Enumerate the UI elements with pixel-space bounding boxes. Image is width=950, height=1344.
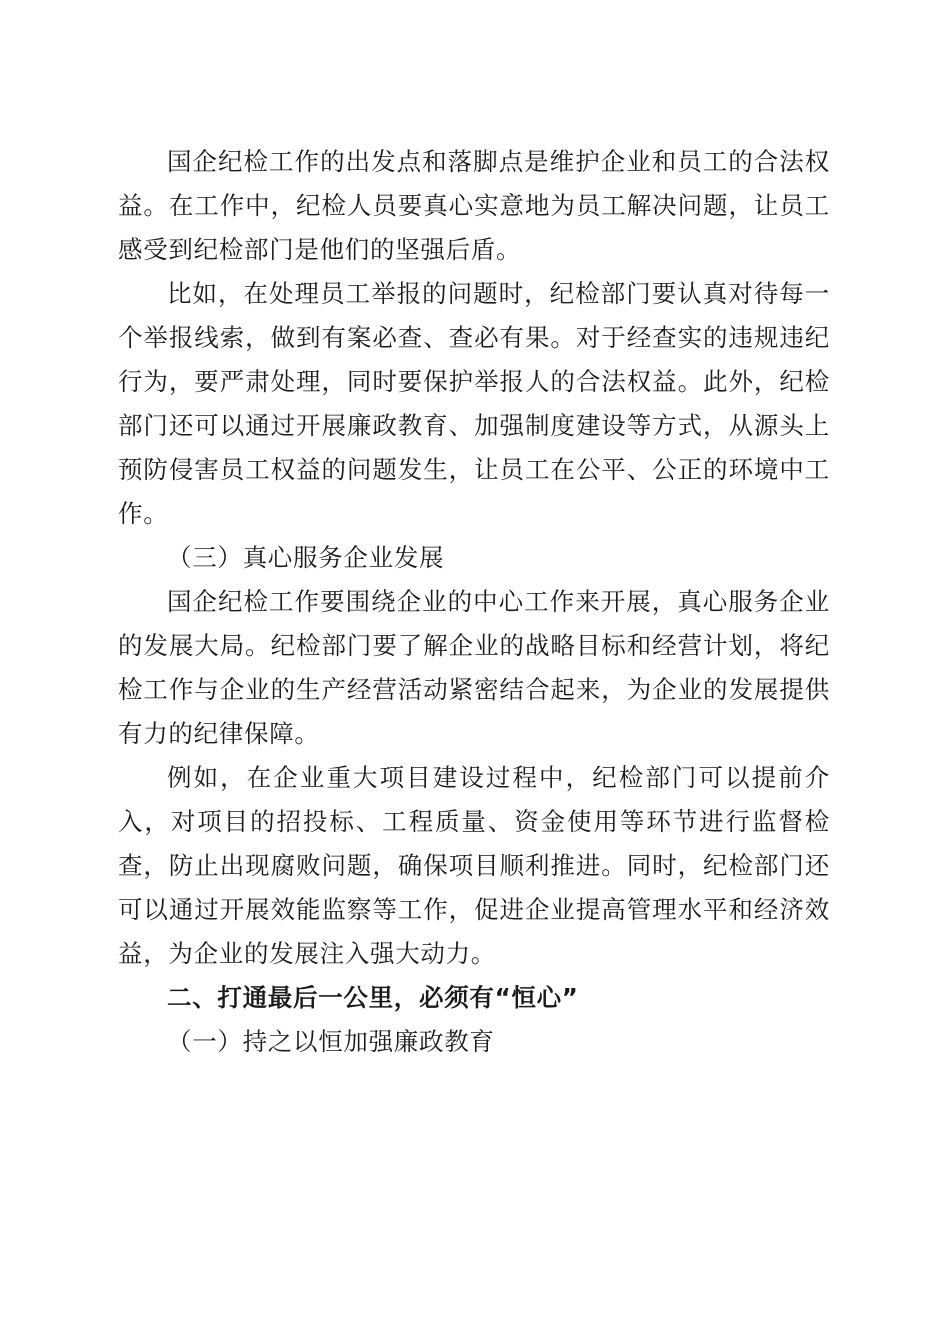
body-paragraph: 国企纪检工作的出发点和落脚点是维护企业和员工的合法权益。在工作中，纪检人员要真心实意地为员工解决问题，让员工感受到纪检部门是他们的坚强后盾。 <box>118 147 830 264</box>
body-paragraph: 比如，在处理员工举报的问题时，纪检部门要认真对待每一个举报线索，做到有案必查、查必有果。对于经查实的违规违纪行为，要严肃处理，同时要保护举报人的合法权益。此外，纪检部门还可以通过开展廉政教育、加强制度建设等方式，从源头上预防侵害员工权益的问题发生，让员工在公平、公正的环境中工作。 <box>118 279 830 528</box>
section-subheading: （一）持之以恒加强廉政教育 <box>167 1027 495 1056</box>
document-body <box>118 140 830 1064</box>
body-paragraph: 国企纪检工作要围绕企业的中心工作来开展，真心服务企业的发展大局。纪检部门要了解企业的战略目标和经营计划，将纪检工作与企业的生产经营活动紧密结合起来，为企业的发展提供有力的纪律保障。 <box>118 587 830 748</box>
section-subheading: （三）真心服务企业发展 <box>167 543 445 572</box>
section-heading: 二、打通最后一公里，必须有“恒心” <box>167 983 579 1012</box>
body-paragraph: 例如，在企业重大项目建设过程中，纪检部门可以提前介入，对项目的招投标、工程质量、资金使用等环节进行监督检查，防止出现腐败问题，确保项目顺利推进。同时，纪检部门还可以通过开展效能监察等工作，促进企业提高管理水平和经济效益，为企业的发展注入强大动力。 <box>118 763 830 968</box>
